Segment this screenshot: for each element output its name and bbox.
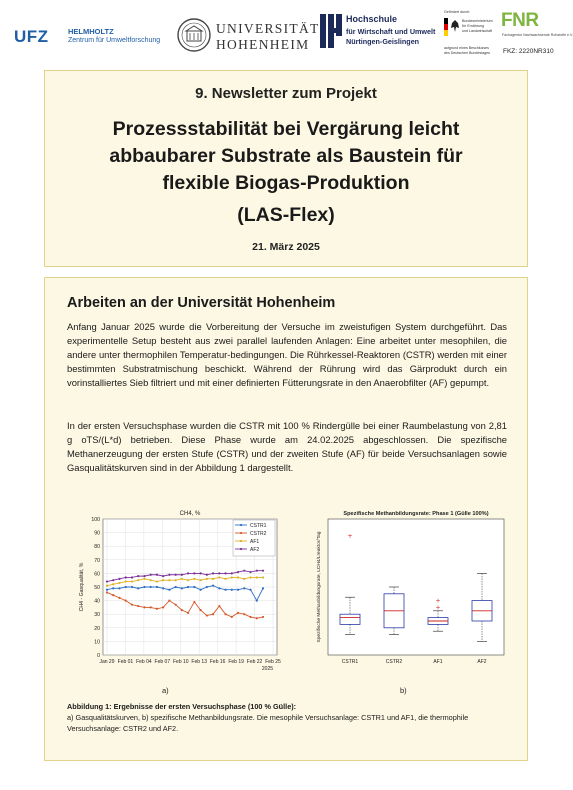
data-point-cstr1 <box>224 589 226 591</box>
data-point-af2 <box>262 570 264 572</box>
x-tick-label: Feb 10 <box>172 659 189 665</box>
data-point-af1 <box>162 579 164 581</box>
data-point-af2 <box>206 574 208 576</box>
data-point-af1 <box>193 578 195 580</box>
bmel-funded-by: Gefördert durch: <box>444 10 471 14</box>
data-point-cstr2 <box>212 613 214 615</box>
data-point-cstr1 <box>212 585 214 587</box>
fnr-logo-text: FNR <box>501 10 539 31</box>
legend-marker <box>240 540 242 542</box>
data-point-cstr1 <box>106 589 108 591</box>
data-point-af1 <box>218 576 220 578</box>
data-point-af1 <box>206 578 208 580</box>
data-point-cstr2 <box>181 609 183 611</box>
data-point-af1 <box>237 576 239 578</box>
data-point-af1 <box>131 580 133 582</box>
data-point-cstr2 <box>168 600 170 602</box>
data-point-cstr2 <box>262 616 264 618</box>
hfwu-logo-line2: für Wirtschaft und Umwelt <box>346 27 436 36</box>
data-point-cstr1 <box>125 586 127 588</box>
ufz-logo-sub2: Zentrum für Umweltforschung <box>68 37 161 44</box>
logo-header <box>0 0 573 68</box>
figure-caption-text: a) Gasqualitätskurven, b) spezifische Methanbildungsrate. Die mesophile Versuchsanlage: CSTR1 und AF1, die thermophile Versuchsanlage: CSTR2 und AF2. <box>67 713 469 733</box>
chart-methane-rate-boxplot <box>290 505 512 683</box>
data-point-cstr2 <box>243 613 245 615</box>
title-box <box>44 70 528 267</box>
data-point-cstr2 <box>162 606 164 608</box>
data-point-cstr2 <box>193 601 195 603</box>
y-tick-label: 80 <box>94 544 100 551</box>
bmel-line2: für Ernährung <box>462 24 484 28</box>
data-point-cstr1 <box>112 587 114 589</box>
y-tick-label: 70 <box>94 557 100 564</box>
data-point-af1 <box>256 576 258 578</box>
outlier-marker: + <box>435 604 441 612</box>
figure-caption-title: Abbildung 1: Ergebnisse der ersten Versuchsphase (100 % Gülle): <box>67 702 297 711</box>
data-point-af2 <box>181 574 183 576</box>
hfwu-logo-line1: Hochschule <box>346 14 398 24</box>
x-tick-label: Feb 13 <box>191 659 208 665</box>
data-point-cstr1 <box>137 587 139 589</box>
data-point-af1 <box>224 578 226 580</box>
project-title-line: Prozessstabilität bei Vergärung leicht <box>112 118 460 140</box>
data-point-cstr1 <box>200 589 202 591</box>
data-point-cstr1 <box>175 586 177 588</box>
data-point-cstr1 <box>131 586 133 588</box>
hohenheim-seal-icon <box>176 17 212 53</box>
data-point-af1 <box>181 578 183 580</box>
data-point-cstr1 <box>193 586 195 588</box>
x-tick-label: Feb 22 <box>246 659 263 665</box>
content-box <box>44 277 528 761</box>
bmel-logo <box>440 6 500 64</box>
legend-label: CSTR2 <box>250 531 267 537</box>
federal-eagle-icon <box>450 19 460 33</box>
hfwu-logo <box>320 10 435 64</box>
data-point-af2 <box>237 571 239 573</box>
data-point-af1 <box>262 576 264 578</box>
data-point-af1 <box>143 578 145 580</box>
german-flag-icon <box>444 18 448 36</box>
project-title <box>45 116 527 197</box>
data-point-af1 <box>156 580 158 582</box>
newsletter-date: 21. März 2025 <box>252 241 320 253</box>
data-point-af1 <box>231 576 233 578</box>
data-point-cstr1 <box>256 600 258 602</box>
data-point-cstr1 <box>162 587 164 589</box>
legend-marker <box>240 524 242 526</box>
data-point-cstr1 <box>237 589 239 591</box>
project-acronym: (LAS-Flex) <box>237 204 335 226</box>
y-tick-label: 50 <box>94 585 100 591</box>
box-cstr1 <box>340 614 360 624</box>
data-point-cstr2 <box>206 614 208 616</box>
data-point-cstr1 <box>118 587 120 589</box>
y-tick-label: 100 <box>91 517 100 523</box>
x-tick-label: Feb 01 <box>117 659 134 665</box>
data-point-af2 <box>212 572 214 574</box>
x-tick-label: Feb 16 <box>209 659 226 665</box>
data-point-af1 <box>249 576 251 578</box>
bmel-line3: und Landwirtschaft <box>462 29 493 33</box>
data-point-cstr2 <box>175 604 177 606</box>
bmel-bottom2: des Deutschen Bundestages <box>444 51 490 55</box>
data-point-cstr1 <box>206 586 208 588</box>
legend-marker <box>240 548 242 550</box>
data-point-cstr1 <box>243 587 245 589</box>
hfwu-logo-line3: Nürtingen-Geislingen <box>346 37 420 46</box>
x-tick-label: Feb 19 <box>228 659 244 665</box>
data-point-af2 <box>112 579 114 581</box>
data-point-af2 <box>231 572 233 574</box>
data-point-af2 <box>249 571 251 573</box>
data-point-af1 <box>175 579 177 581</box>
data-point-cstr2 <box>106 591 108 593</box>
legend-label: CSTR1 <box>250 523 267 529</box>
data-point-af1 <box>137 579 139 581</box>
data-point-af2 <box>218 572 220 574</box>
y-tick-label: 60 <box>94 571 100 578</box>
data-point-af2 <box>150 574 152 576</box>
project-title-line: flexible Biogas-Produktion <box>162 172 410 194</box>
data-point-cstr1 <box>181 587 183 589</box>
y-tick-label: 20 <box>94 625 100 632</box>
bmel-line1: Bundesministerium <box>462 19 493 23</box>
data-point-af2 <box>187 572 189 574</box>
y-tick-label: 10 <box>94 639 100 646</box>
data-point-cstr1 <box>150 586 152 588</box>
data-point-af1 <box>118 582 120 584</box>
data-point-cstr2 <box>249 616 251 618</box>
x-year-label: 2025 <box>261 666 274 672</box>
data-point-cstr1 <box>156 586 158 588</box>
x-tick-label: CSTR2 <box>385 659 403 665</box>
ufz-logo-sub1: HELMHOLTZ <box>68 27 114 36</box>
x-tick-label: AF2 <box>477 659 487 665</box>
bmel-bottom1: aufgrund eines Beschlusses <box>444 46 489 50</box>
y-axis-label: Spezifische Methanbildungsrate, LCH4/Lreaktor/Tag <box>317 531 322 643</box>
data-point-af2 <box>200 572 202 574</box>
x-tick-label: Feb 25 <box>265 659 281 665</box>
data-point-cstr2 <box>231 616 233 618</box>
data-point-cstr1 <box>262 587 264 589</box>
data-point-af1 <box>125 580 127 582</box>
data-point-af1 <box>150 579 152 581</box>
data-point-cstr1 <box>143 586 145 588</box>
data-point-cstr2 <box>125 600 127 602</box>
hohenheim-logo <box>176 14 320 60</box>
figure-caption <box>67 701 507 734</box>
data-point-cstr2 <box>256 617 258 619</box>
data-point-af2 <box>143 575 145 577</box>
data-point-cstr2 <box>224 613 226 615</box>
project-title-line: abbaubarer Substrate als Baustein für <box>109 145 463 167</box>
data-point-af1 <box>112 583 114 585</box>
data-point-cstr1 <box>187 586 189 588</box>
outlier-marker: + <box>347 533 353 540</box>
panel-label-a: a) <box>162 686 169 695</box>
y-tick-label: 0 <box>97 653 100 659</box>
data-point-cstr1 <box>249 589 251 591</box>
y-tick-label: 40 <box>94 598 100 605</box>
fnr-logo-sub: Fachagentur Nachwachsende Rohstoffe e.V. <box>502 33 573 37</box>
data-point-cstr2 <box>200 609 202 611</box>
data-point-af2 <box>131 576 133 578</box>
x-tick-label: CSTR1 <box>341 659 359 665</box>
outlier-marker: + <box>435 597 441 605</box>
data-point-cstr2 <box>150 606 152 608</box>
data-point-cstr2 <box>187 612 189 614</box>
panel-label-b: b) <box>400 686 407 695</box>
legend-marker <box>240 532 242 534</box>
data-point-cstr2 <box>131 604 133 606</box>
data-point-cstr2 <box>112 594 114 596</box>
y-tick-label: 30 <box>94 612 100 619</box>
data-point-cstr2 <box>137 605 139 607</box>
chart-title: Spezifische Methanbildungsrate: Phase 1 (Gülle 100%) <box>343 511 489 517</box>
fnr-logo <box>500 6 573 64</box>
data-point-cstr2 <box>156 608 158 610</box>
ufz-logo <box>14 20 174 56</box>
data-point-cstr2 <box>237 612 239 614</box>
paragraph-1: Anfang Januar 2025 wurde die Vorbereitung der Versuche im zweistufigen System durchgeführt. Das experimentelle Setup besteht aus zwei parallel laufenden Anlagen: Eine arbeitet unter mesophilen, die andere unter thermophilen Temperatur-bedingungen. Die Rührkessel-Reaktoren (CSTR) werden mit einer bestimmten Substratmischung beschickt. Während der Rührung wird das Gärprodukt durch ein vorinstalliertes Sieb filtriert und mit einer definierten Fütterungsrate in den Anaerobfilter (AF) gepumpt. <box>67 321 507 389</box>
legend-label: AF1 <box>250 539 260 545</box>
data-point-cstr1 <box>231 589 233 591</box>
data-point-af2 <box>156 574 158 576</box>
x-tick-label: Feb 04 <box>136 659 152 665</box>
data-point-af1 <box>187 579 189 581</box>
data-point-af2 <box>125 576 127 578</box>
data-point-af2 <box>168 574 170 576</box>
data-point-cstr2 <box>143 606 145 608</box>
x-tick-label: AF1 <box>433 659 443 665</box>
data-point-af2 <box>106 580 108 582</box>
x-tick-label: Feb 07 <box>154 659 171 665</box>
data-point-af2 <box>162 575 164 577</box>
chart-ch4-quality <box>59 505 291 683</box>
data-point-af1 <box>200 579 202 581</box>
newsletter-label: 9. Newsletter zum Projekt <box>195 85 377 102</box>
chart-title: CH4, % <box>179 511 201 517</box>
funding-code: FKZ: 2220NR310 <box>503 48 554 55</box>
hohenheim-logo-line1: UNIVERSITÄT <box>216 21 320 36</box>
data-point-cstr2 <box>118 597 120 599</box>
data-point-af1 <box>243 578 245 580</box>
y-tick-label: 90 <box>94 530 100 537</box>
data-point-af1 <box>106 585 108 587</box>
data-point-af1 <box>212 578 214 580</box>
section-heading: Arbeiten an der Universität Hohenheim <box>67 295 336 311</box>
data-point-af2 <box>256 570 258 572</box>
data-point-cstr1 <box>218 587 220 589</box>
data-point-af2 <box>175 574 177 576</box>
hfwu-mark-icon <box>320 14 342 48</box>
paragraph-2: In der ersten Versuchsphase wurden die CSTR mit 100 % Rindergülle bei einer Raumbelastung von 2,81 g oTS/(L*d) betrieben. Diese Phase wurde am 24.02.2025 abgeschlossen. Die spezifische Methanerzeugung der ersten Stufe (CSTR) und der zweiten Stufe (AF) für beide Versuchsanlagen sowie Gasqualitätskurven sind in der Abbildung 1 dargestellt. <box>67 420 507 474</box>
x-tick-label: Jan 29 <box>99 659 115 665</box>
y-axis-label: CH4 - Gasqualität, % <box>79 562 85 612</box>
data-point-af2 <box>243 570 245 572</box>
data-point-cstr2 <box>218 605 220 607</box>
data-point-af2 <box>137 575 139 577</box>
data-point-af2 <box>118 578 120 580</box>
hohenheim-logo-line2: HOHENHEIM <box>216 37 310 52</box>
data-point-af2 <box>193 572 195 574</box>
ufz-logo-text: UFZ <box>14 27 49 46</box>
data-point-af1 <box>168 579 170 581</box>
data-point-af2 <box>224 572 226 574</box>
legend-label: AF2 <box>250 547 260 553</box>
data-point-cstr1 <box>168 589 170 591</box>
